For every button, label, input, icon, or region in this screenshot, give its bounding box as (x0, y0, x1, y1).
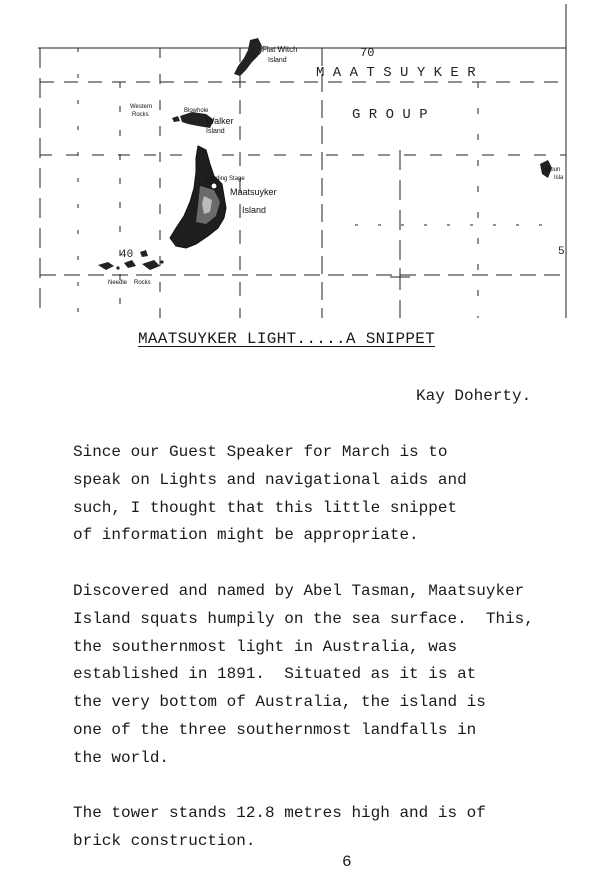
paragraph-tower: The tower stands 12.8 metres high and is of brick construction. (73, 804, 486, 850)
label-maatsuyker-island: Island (242, 205, 267, 215)
flat-witch-island-shape (234, 38, 262, 76)
label-needle: Needle (108, 280, 128, 286)
paragraph-intro: Since our Guest Speaker for March is to speak on Lights and navigational aids and such, I thought that this little snippet of information might be appropriate. (73, 443, 467, 545)
article-title: MAATSUYKER LIGHT.....A SNIPPET (138, 330, 436, 348)
label-flat-witch-island: Island (268, 57, 287, 64)
grid-label-40: 40 (120, 249, 134, 261)
label-group-word: G R O U P (352, 107, 428, 123)
label-needle-rocks: Rocks (134, 280, 151, 286)
paragraph-history: Discovered and named by Abel Tasman, Maatsuyker Island squats humpily on the sea surface. This, the southernmost light in Australia, was established in 1891. Situated as it is at the very bottom of Australia, the island is one of the three southernmost landfalls in the world. (73, 582, 534, 767)
label-maatsuyker: Maatsuyker (230, 187, 277, 197)
grid-label-5: 5 (558, 246, 565, 258)
label-landing-stage: Landing Stage (206, 176, 245, 182)
label-walker-island: Island (206, 128, 225, 135)
map-drawing (0, 0, 616, 330)
label-blowhole: Blowhole (184, 108, 209, 114)
label-round: Roun (546, 167, 561, 173)
island-map (0, 0, 616, 330)
grid-label-70: 70 (360, 46, 375, 60)
label-walker: Walker (206, 116, 234, 126)
maatsuyker-island-shape (170, 146, 226, 248)
label-round-island: Isla (554, 175, 564, 181)
map-grid (38, 4, 566, 318)
label-maatsuyker-word: M A A T S U Y K E R (316, 65, 476, 81)
article-author: Kay Doherty. (416, 387, 532, 405)
page-number: 6 (342, 853, 352, 871)
label-flat-witch: Flat Witch (262, 45, 298, 54)
label-western-rocks: Rocks (132, 112, 149, 118)
label-western: Western (130, 104, 153, 110)
